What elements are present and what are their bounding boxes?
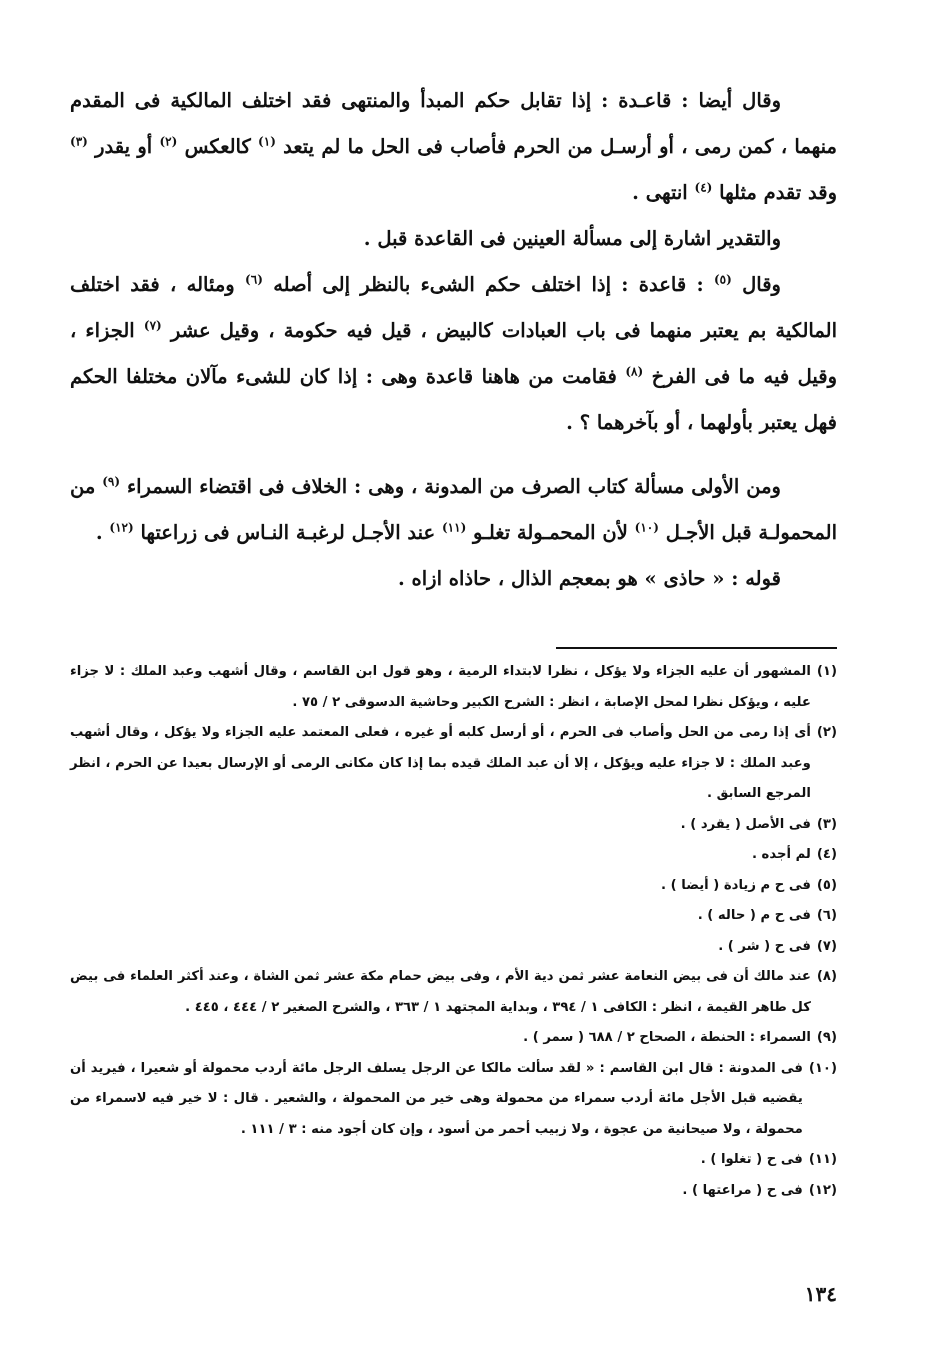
footnote-number: (١) — [816, 664, 837, 679]
paragraph-4-part-b: من المحمولـة قبل الأجـل — [70, 475, 837, 544]
footnote-number: (٢) — [816, 725, 837, 740]
footnote-marker-1[interactable]: (١) — [258, 134, 276, 149]
paragraph-4-end: . — [95, 521, 103, 544]
footnote-text: فى المدونة : قال ابن القاسم : « لقد سألت مالكا عن الرجل يسلف الرجل مائة أردب محمولة أو شعيرا ، فيريد أن يقضيه قبل الأجل مائة أردب سمراء من محمولة وهى خير من المحمولة ، والشعير . قال : لا خير فيه لاسمراء من محمولة ، ولا صيحانية من عجوة ، ولا زبيب أحمر من أسود ، وإن كان أجود منه : ٣ / ١١١ . — [70, 1060, 803, 1137]
paragraph-1-part-e: انتهى . — [632, 181, 688, 204]
paragraph-3-part-c: ومئاله ، فقد اختلف المالكية بم يعتبر منهما فى باب العبادات كالبيض ، قيل فيه حكومة ، وقيل عشر — [70, 273, 837, 342]
footnote-3 — [70, 810, 837, 841]
footnote-marker-11[interactable]: (١١) — [441, 520, 467, 535]
paragraph-5 — [70, 556, 837, 602]
footnote-9 — [70, 1023, 837, 1054]
paragraph-4-part-d: عند الأجـل لرغبـة النـاس فى زراعتها — [140, 521, 436, 544]
footnote-5 — [70, 871, 837, 902]
footnote-marker-6[interactable]: (٦) — [245, 272, 263, 287]
paragraph-1-part-c: أو يقدر — [95, 135, 153, 158]
paragraph-3-part-e: فقامت من هاهنا قاعدة وهى : إذا كان للشىء مآلان مختلفا الحكم فهل يعتبر بأولهما ، أو بآخرهما ؟ . — [70, 365, 837, 434]
footnote-divider — [556, 647, 837, 649]
paragraph-4-part-c: لأن المحمـولة تغلـو — [473, 521, 628, 544]
footnote-number: (٧) — [816, 938, 837, 954]
paragraph-3-part-a: وقال — [742, 273, 781, 296]
footnote-text: لم أجده . — [751, 847, 811, 862]
footnote-text: فى ح ( تغلوا ) . — [700, 1152, 803, 1167]
footnote-6 — [70, 901, 837, 932]
footnote-11 — [70, 1145, 837, 1176]
footnote-number: (٤) — [816, 847, 837, 862]
main-text — [70, 78, 837, 602]
footnote-marker-7[interactable]: (٧) — [143, 318, 162, 333]
paragraph-1-part-d: وقد تقدم مثلها — [719, 181, 837, 204]
footnote-marker-12[interactable]: (١٢) — [109, 520, 134, 535]
paragraph-3 — [70, 262, 837, 446]
footnote-number: (١٠) — [808, 1060, 837, 1076]
footnote-10 — [70, 1054, 837, 1146]
footnote-number: (١٢) — [808, 1182, 837, 1198]
footnote-marker-2[interactable]: (٢) — [159, 134, 178, 149]
footnote-number: (٨) — [816, 969, 837, 984]
footnote-number: (٣) — [816, 816, 837, 832]
footnote-number: (٦) — [816, 908, 837, 923]
footnote-4 — [70, 840, 837, 871]
footnote-text: فى ح ( مراعتها ) . — [682, 1182, 803, 1198]
footnote-text: عند مالك أن فى بيض النعامة عشر ثمن دية الأم ، وفى بيض حمام مكة عشر ثمن الشاة ، وعند أكثر العلماء فى بيض كل طاهر القيمة ، انظر : الكافى ١ / ٣٩٤ ، وبداية المجتهد ١ / ٣٦٣ ، والشرح الصغير ٢ / ٤٤٤ ، ٤٤٥ . — [70, 969, 811, 1015]
footnote-marker-10[interactable]: (١٠) — [634, 520, 659, 535]
paragraph-1-part-b: كالعكس — [184, 135, 251, 158]
paragraph-1-part-a: وقال أيضا : قاعـدة : إذا تقابل حكم المبدأ والمنتهى فقد اختلف المالكية فى المقدم منهما ، كمن رمى ، أو أرسـل من الحرم فأصاب فى الحل ما لم يتعد — [70, 89, 837, 158]
paragraph-3-part-b: : قاعدة : إذا اختلف حكم الشىء بالنظر إلى أصله — [273, 273, 704, 296]
paragraph-2-text: والتقدير اشارة إلى مسألة العينين فى القاعدة قبل . — [363, 227, 781, 250]
footnote-marker-9[interactable]: (٩) — [102, 474, 121, 489]
footnotes — [70, 657, 837, 1206]
footnote-text: السمراء : الحنطة ، الصحاح ٢ / ٦٨٨ ( سمر ) . — [523, 1030, 811, 1045]
footnote-text: فى الأصل ( يقرد ) . — [680, 816, 811, 832]
footnote-1 — [70, 657, 837, 718]
footnote-number: (٩) — [816, 1030, 837, 1045]
paragraph-4 — [70, 464, 837, 556]
footnote-2 — [70, 718, 837, 810]
footnote-marker-5[interactable]: (٥) — [713, 272, 732, 287]
footnote-8 — [70, 962, 837, 1023]
footnote-number: (٥) — [816, 877, 837, 893]
paragraph-4-part-a: ومن الأولى مسألة كتاب الصرف من المدونة ، وهى : الخلاف فى اقتضاء السمراء — [126, 475, 781, 498]
paragraph-3-part-d: الجزاء ، وقيل فيه ما فى الفرخ — [70, 319, 838, 388]
footnote-text: فى ح م زيادة ( أيضا ) . — [661, 877, 811, 893]
paragraph-1 — [70, 78, 837, 216]
footnote-7 — [70, 932, 837, 963]
footnote-marker-3[interactable]: (٣) — [70, 134, 88, 149]
footnote-text: فى ح ( شر ) . — [718, 938, 811, 954]
footnote-text: فى ح م ( حاله ) . — [697, 908, 811, 923]
footnote-marker-8[interactable]: (٨) — [625, 364, 644, 379]
paragraph-5-text: قوله : « حاذى » هو بمعجم الذال ، حاذاه ازاه . — [397, 567, 781, 590]
footnote-text: المشهور أن عليه الجزاء ولا يؤكل ، نظرا لابتداء الرمية ، وهو قول ابن القاسم ، وقال أشهب وعبد الملك : لا جزاء عليه ، ويؤكل نظرا لمحل الإصابة ، انظر : الشرح الكبير وحاشية الدسوقى ٢ / ٧٥ . — [70, 664, 811, 710]
paragraph-2 — [70, 216, 837, 262]
footnote-number: (١١) — [808, 1152, 837, 1167]
footnote-12 — [70, 1176, 837, 1207]
page-number: ١٣٤ — [804, 1282, 837, 1306]
footnote-text: أى إذا رمى من الحل وأصاب فى الحرم ، أو أرسل كلبه أو غيره ، فعلى المعتمد عليه الجزاء ولا يؤكل ، وقال أشهب وعبد الملك : لا جزاء عليه ويؤكل ، إلا أن عبد الملك قيده بما إذا كان مكانى الرمى أو الإرسال بعيدا عن الحرم ، انظر المرجع السابق . — [70, 725, 811, 801]
footnote-marker-4[interactable]: (٤) — [694, 180, 713, 195]
